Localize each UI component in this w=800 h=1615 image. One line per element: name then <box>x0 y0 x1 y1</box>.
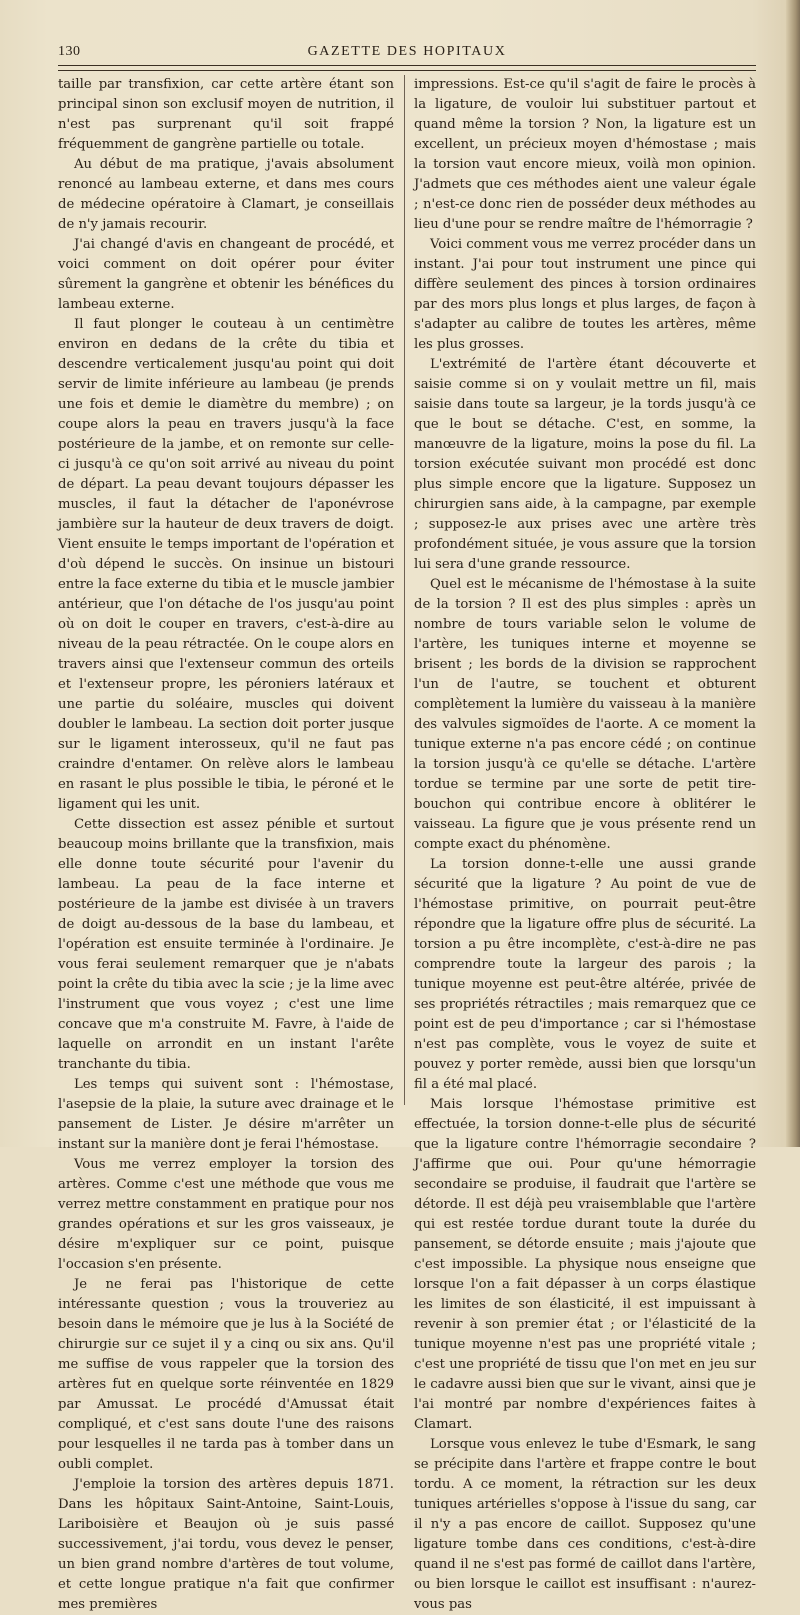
right-column <box>414 75 756 1612</box>
paragraph: impressions. Est-ce qu'il s'agit de faire le procès à la ligature, de vouloir lui substituer partout et quand même la torsion ? Non, la ligature est un excellent, un précieux moyen d'hémostase ; mais la torsion vaut encore mieux, voilà mon opinion. J'admets que ces méthodes aient une valeur égale ; n'est-ce donc rien de posséder deux méthodes au lieu d'une pour se rendre maître de l'hémorragie ? <box>414 77 756 232</box>
paragraph: La torsion donne-t-elle une aussi grande sécurité que la ligature ? Au point de vue de l'hémostase primitive, on pourrait peut-être répondre que la ligature offre plus de sécurité. La torsion a pu être incomplète, c'est-à-dire ne pas comprendre toute la largeur des parois ; la tunique moyenne est peut-être altérée, privée de ses propriétés rétractiles ; mais remarquez que ce point est de peu d'importance ; car si l'hémostase n'est pas complète, vous le voyez de suite et pouvez y porter remède, aussi bien que lorsqu'un fil a été mal placé. <box>414 857 756 1092</box>
journal-title: GAZETTE DES HOPITAUX <box>307 44 507 59</box>
paragraph: Voici comment vous me verrez procéder dans un instant. J'ai pour tout instrument une pince qui diffère seulement des pinces à torsion ordinaires par des mors plus longs et plus larges, de façon à s'adapter au calibre de toutes les artères, même les plus grosses. <box>414 237 756 352</box>
paragraph: Il faut plonger le couteau à un centimètre environ en dedans de la crête du tibia et descendre verticalement jusqu'au point qui doit servir de limite inférieure au lambeau (je prends une fois et demie le diamètre du membre) ; on coupe alors la peau en travers jusqu'à la face postérieure de la jambe, et on remonte sur celle-ci jusqu'à ce qu'on soit arrivé au niveau du point de départ. La peau devant toujours dépasser les muscles, il faut la détacher de l'aponévrose jambière sur la hauteur de deux travers de doigt. Vient ensuite le temps important de l'opération et d'où dépend le succès. On insinue un bistouri entre la face externe du tibia et le muscle jambier antérieur, que l'on détache de l'os jusqu'au point où on doit le couper en travers, c'est-à-dire au niveau de la peau rétractée. On le coupe alors en travers ainsi que l'extenseur commun des orteils et l'extenseur propre, les péroniers latéraux et une partie du soléaire, muscles qui doivent doubler le lambeau. La section doit porter jusque sur le ligament interosseux, qu'il ne faut pas craindre d'entamer. On relève alors le lambeau en rasant le plus possible le tibia, le péroné et le ligament qui les unit. <box>58 317 394 812</box>
paragraph: Quel est le mécanisme de l'hémostase à la suite de la torsion ? Il est des plus simples : après un nombre de tours variable selon le volume de l'artère, les tuniques interne et moyenne se brisent ; les bords de la division se rapprochent l'un de l'autre, se touchent et obturent complètement la lumière du vaisseau à la manière des valvules sigmoïdes de l'aorte. A ce moment la tunique externe n'a pas encore cédé ; on continue la torsion jusqu'à ce qu'elle se détache. L'artère tordue se termine par une sorte de petit tire-bouchon qui contribue encore à oblitérer le vaisseau. La figure que je vous présente rend un compte exact du phénomène. <box>414 577 756 852</box>
paragraph: Lorsque vous enlevez le tube d'Esmark, le sang se précipite dans l'artère et frappe contre le bout tordu. A ce moment, la rétraction sur les deux tuniques artérielles s'oppose à l'issue du sang, car il n'y a pas encore de caillot. Supposez qu'une ligature tombe dans ces conditions, c'est-à-dire quand il ne s'est pas formé de caillot dans l'artère, ou bien lorsque le caillot est insuffisant : n'aurez-vous pas <box>414 1437 756 1612</box>
paragraph: Les temps qui suivent sont : l'hémostase, l'asepsie de la plaie, la suture avec drainage et le pansement de Lister. Je désire m'arrêter un instant sur la manière dont je ferai l'hémostase. <box>58 1077 394 1152</box>
paragraph: L'extrémité de l'artère étant découverte et saisie comme si on y voulait mettre un fil, mais saisie dans toute sa largeur, je la tords jusqu'à ce que le bout se détache. C'est, en somme, la manœuvre de la ligature, moins la pose du fil. La torsion exécutée suivant mon procédé est donc plus simple encore que la ligature. Supposez un chirurgien sans aide, à la campagne, par exemple ; supposez-le aux prises avec une artère très profondément située, je vous assure que la torsion lui sera d'une grande ressource. <box>414 357 756 572</box>
page-number: 130 <box>58 44 81 59</box>
paragraph: J'ai changé d'avis en changeant de procédé, et voici comment on doit opérer pour éviter sûrement la gangrène et obtenir les bénéfices du lambeau externe. <box>58 237 394 312</box>
page-spine-edge <box>786 0 800 1147</box>
left-column <box>58 75 394 1612</box>
header-double-rule <box>58 65 756 71</box>
page-header <box>58 40 756 64</box>
paragraph: J'emploie la torsion des artères depuis 1871. Dans les hôpitaux Saint-Antoine, Saint-Louis, Lariboisière et Beaujon où je suis passé successivement, j'ai tordu, vous devez le penser, un bien grand nombre d'artères de tout volume, et cette longue pratique n'a fait que confirmer mes premières <box>58 1477 394 1612</box>
paragraph: Au début de ma pratique, j'avais absolument renoncé au lambeau externe, et dans mes cours de médecine opératoire à Clamart, je conseillais de n'y jamais recourir. <box>58 157 394 232</box>
paragraph: taille par transfixion, car cette artère étant son principal sinon son exclusif moyen de nutrition, il n'est pas surprenant qu'il soit frappé fréquemment de gangrène partielle ou totale. <box>58 77 394 152</box>
paragraph: Je ne ferai pas l'historique de cette intéressante question ; vous la trouveriez au besoin dans le mémoire que je lus à la Société de chirurgie sur ce sujet il y a cinq ou six ans. Qu'il me suffise de vous rappeler que la torsion des artères fut en quelque sorte réinventée en 1829 par Amussat. Le procédé d'Amussat était compliqué, et c'est sans doute l'une des raisons pour lesquelles il ne tarda pas à tomber dans un oubli complet. <box>58 1277 394 1472</box>
column-divider <box>404 75 405 1105</box>
paragraph: Cette dissection est assez pénible et surtout beaucoup moins brillante que la transfixion, mais elle donne toute sécurité pour l'avenir du lambeau. La peau de la face interne et postérieure de la jambe est divisée à un travers de doigt au-dessous de la base du lambeau, et l'opération est ensuite terminée à l'ordinaire. Je vous ferai seulement remarquer que je n'abats point la crête du tibia avec la scie ; je la lime avec l'instrument que vous voyez ; c'est une lime concave que m'a construite M. Favre, à l'aide de laquelle on arrondit en un instant l'arête tranchante du tibia. <box>58 817 394 1072</box>
paragraph: Mais lorsque l'hémostase primitive est effectuée, la torsion donne-t-elle plus de sécurité que la ligature contre l'hémorragie secondaire ? J'affirme que oui. Pour qu'une hémorragie secondaire se produise, il faudrait que l'artère se détorde. Il est déjà peu vraisemblable que l'artère qui est restée tordue durant toute la durée du pansement, se détorde ensuite ; mais j'ajoute que c'est impossible. La physique nous enseigne que lorsque l'on a fait dépasser à un corps élastique les limites de son élasticité, il est impuissant à revenir à son premier état ; or l'élasticité de la tunique moyenne n'est pas une propriété vitale ; c'est une propriété de tissu que l'on met en jeu sur le cadavre aussi bien que sur le vivant, ainsi que je l'ai montré par nombre d'expériences faites à Clamart. <box>414 1097 756 1432</box>
paragraph: Vous me verrez employer la torsion des artères. Comme c'est une méthode que vous me verrez mettre constamment en pratique pour nos grandes opérations et sur les gros vaisseaux, je désire m'expliquer sur ce point, puisque l'occasion s'en présente. <box>58 1157 394 1272</box>
